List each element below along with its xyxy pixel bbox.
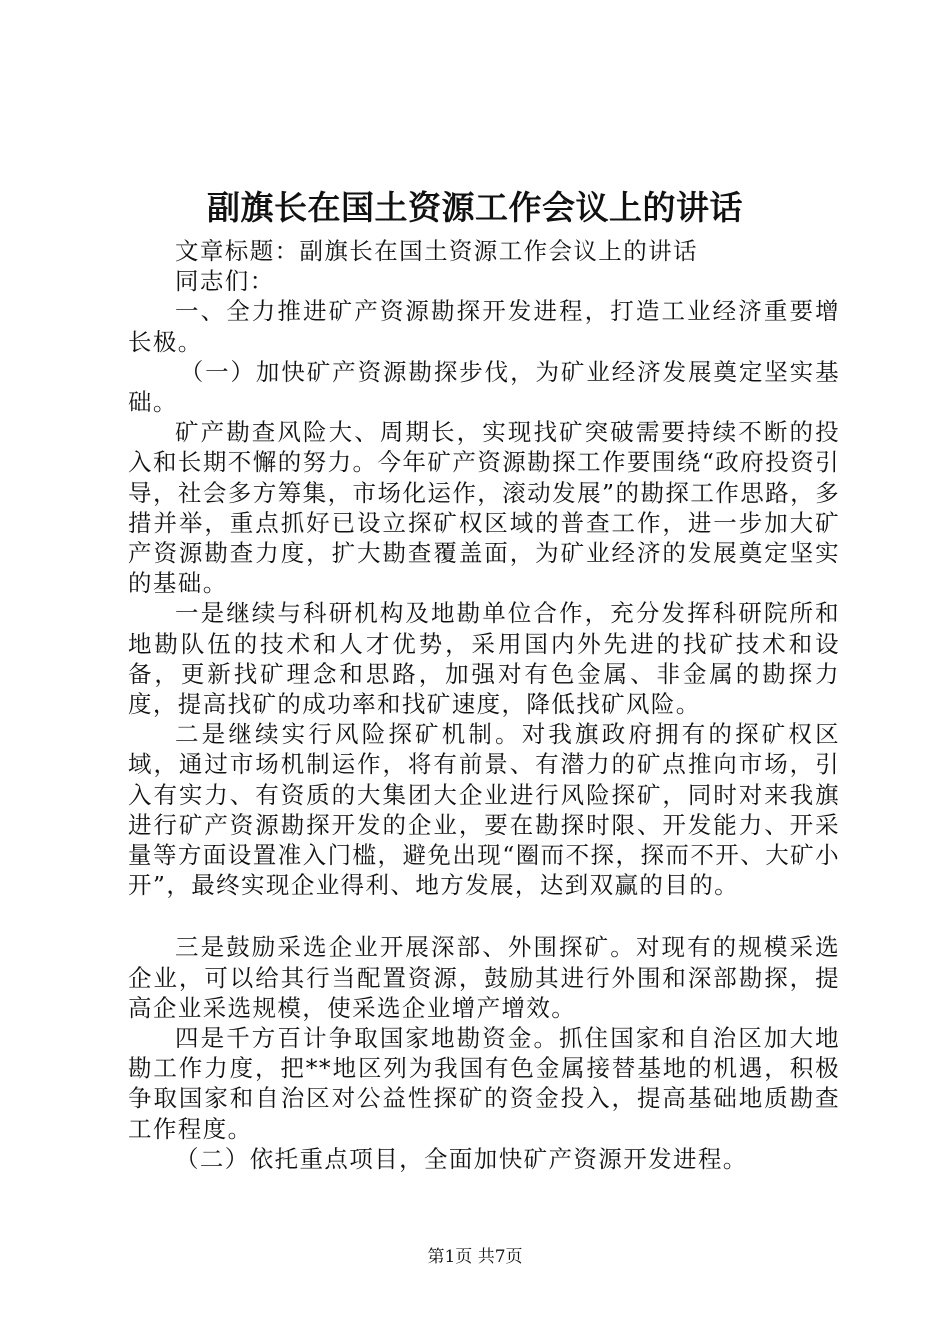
article-title-line: 文章标题：副旗长在国土资源工作会议上的讲话: [175, 237, 698, 265]
body-paragraph: 二是继续实行风险探矿机制。对我旗政府拥有的探矿权区域，通过市场机制运作，将有前景、有潜力的矿点推向市场，引入有实力、有资质的大集团大企业进行风险探矿，同时对来我旗进行矿产资源勘探开发的企业，要在勘探时限、开发能力、开采量等方面设置准入门槛，避免出现“圈而不探，探而不开、大矿小开”，最终实现企业得利、地方发展，达到双赢的目的。: [128, 720, 840, 900]
body-paragraph: 三是鼓励采选企业开展深部、外围探矿。对现有的规模采选企业，可以给其行当配置资源，鼓励其进行外围和深部勘探，提高企业采选规模，使采选企业增产增效。: [128, 933, 840, 1022]
page-footer: 第1页 共7页: [427, 1247, 523, 1267]
document-body: [128, 236, 840, 1174]
document-title: 副旗长在国土资源工作会议上的讲话: [207, 188, 743, 227]
subsection-heading-2: （二）依托重点项目，全面加快矿产资源开发进程。: [175, 1144, 748, 1173]
subsection-heading-1: （一）加快矿产资源勘探步伐，为矿业经济发展奠定坚实基础。: [128, 357, 840, 417]
body-paragraph: 一是继续与科研机构及地勘单位合作，充分发挥科研院所和地勘队伍的技术和人才优势，采用国内外先进的找矿技术和设备，更新找矿理念和思路，加强对有色金属、非金属的勘探力度，提高找矿的成功率和找矿速度，降低找矿风险。: [128, 599, 840, 719]
salutation: 同志们：: [175, 267, 275, 296]
body-paragraph: 矿产勘查风险大、周期长，实现找矿突破需要持续不断的投入和长期不懈的努力。今年矿产资源勘探工作要围绕“政府投资引导，社会多方筹集，市场化运作，滚动发展”的勘探工作思路，多措并举，重点抓好已设立探矿权区域的普查工作，进一步加大矿产资源勘查力度，扩大勘查覆盖面，为矿业经济的发展奠定坚实的基础。: [128, 418, 840, 598]
section-heading-1: 一、全力推进矿产资源勘探开发进程，打造工业经济重要增长极。: [128, 297, 840, 356]
body-paragraph: 四是千方百计争取国家地勘资金。抓住国家和自治区加大地勘工作力度，把**地区列为我国有色金属接替基地的机遇，积极争取国家和自治区对公益性探矿的资金投入，提高基础地质勘查工作程度。: [128, 1024, 840, 1143]
